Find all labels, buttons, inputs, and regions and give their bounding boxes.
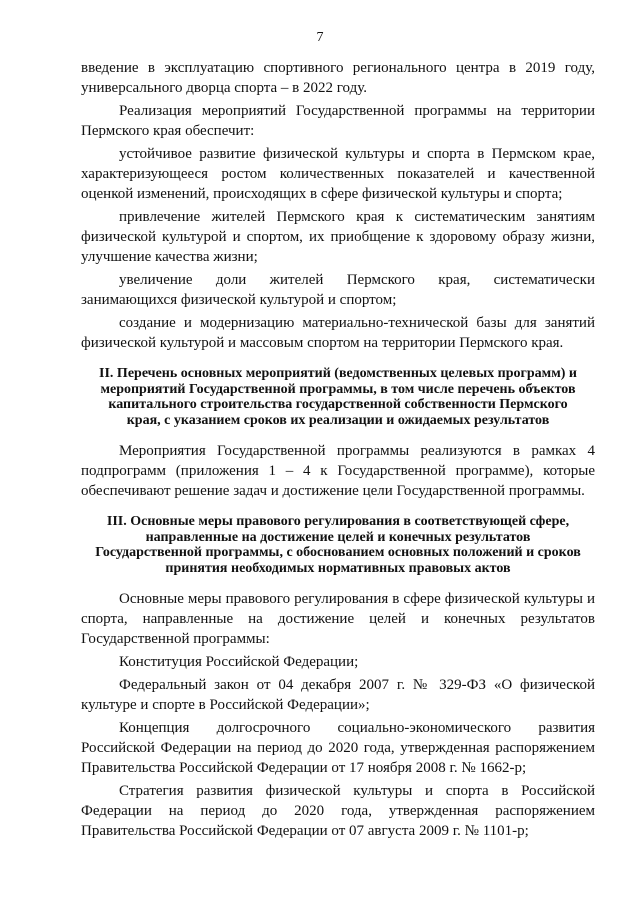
paragraph: введение в эксплуатацию спортивного регионального центра в 2019 году, универсального дворца спорта – в 2022 году.: [81, 60, 595, 96]
paragraph: Концепция долгосрочного социально-экономического развития Российской Федерации на период до 2020 года, утвержденная распоряжением Правительства Российской Федерации от 17 ноября 2008 г. № 1662-р;: [81, 720, 595, 776]
paragraph: Стратегия развития физической культуры и спорта в Российской Федерации на период до 2020 года, утвержденная распоряжением Правительства Российской Федерации от 07 августа 2009 г. № 1101-р;: [81, 783, 595, 839]
paragraph: создание и модернизацию материально-технической базы для занятий физической культурой и массовым спортом на территории Пермского края.: [81, 315, 595, 351]
paragraph: привлечение жителей Пермского края к систематическим занятиям физической культурой и спортом, их приобщение к здоровому образу жизни, улучшение качества жизни;: [81, 209, 595, 265]
paragraph: Основные меры правового регулирования в сфере физической культуры и спорта, направленные на достижение целей и конечных результатов Государственной программы:: [81, 591, 595, 647]
paragraph: Федеральный закон от 04 декабря 2007 г. № 329-ФЗ «О физической культуре и спорте в Российской Федерации»;: [81, 677, 595, 713]
section-heading-3: III. Основные меры правового регулирования в соответствующей сфере, направленные на достижение целей и конечных результатов Государственной программы, с обоснованием основных положений и сроков принятия необходимых нормативных правовых актов: [95, 514, 581, 576]
section-heading-2: II. Перечень основных мероприятий (ведомственных целевых программ) и мероприятий Государственной программы, в том числе перечень объектов капитального строительства государственной собственности Пермского края, с указанием сроков их реализации и ожидаемых результатов: [99, 366, 577, 428]
paragraph: увеличение доли жителей Пермского края, систематически занимающихся физической культурой и спортом;: [81, 272, 595, 308]
paragraph: Мероприятия Государственной программы реализуются в рамках 4 подпрограмм (приложения 1 – 4 к Государственной программе), которые обеспечивают решение задач и достижение цели Государственной программы.: [81, 443, 595, 499]
paragraph: Реализация мероприятий Государственной программы на территории Пермского края обеспечит:: [81, 103, 595, 139]
paragraph: устойчивое развитие физической культуры и спорта в Пермском крае, характеризующееся ростом количественных показателей и качественной оценкой изменений, происходящих в сфере физической культуры и спорта;: [81, 146, 595, 202]
document-body: [81, 58, 595, 844]
paragraph: Конституция Российской Федерации;: [119, 654, 359, 670]
page-number: 7: [316, 30, 324, 45]
